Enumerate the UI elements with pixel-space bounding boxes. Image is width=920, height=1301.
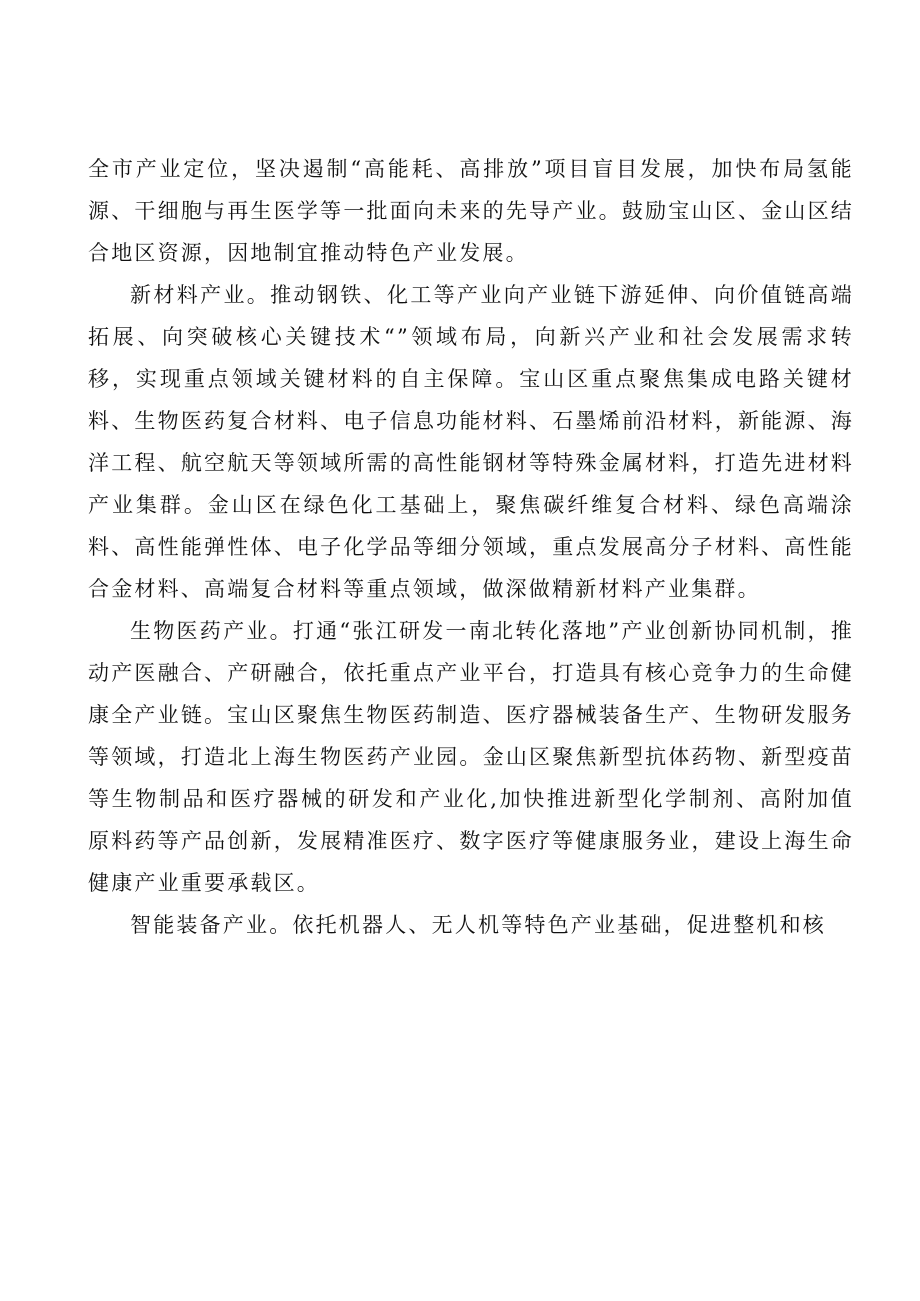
paragraph-smart-equipment: 智能装备产业。依托机器人、无人机等特色产业基础，促进整机和核: [130, 913, 826, 937]
paragraph-continuation: 全市产业定位，坚决遏制“高能耗、高排放”项目盲目发展，加快布局氢能源、干细胞与再生医学等一批面向未来的先导产业。鼓励宝山区、金山区结合地区资源，因地制宜推动特色产业发展。: [88, 157, 854, 265]
document-body: [88, 148, 854, 946]
paragraph-new-materials: 新材料产业。推动钢铁、化工等产业向产业链下游延伸、向价值链高端拓展、向突破核心关键技术“”领域布局，向新兴产业和社会发展需求转移，实现重点领域关键材料的自主保障。宝山区重点聚焦集成电路关键材料、生物医药复合材料、电子信息功能材料、石墨烯前沿材料，新能源、海洋工程、航空航天等领域所需的高性能钢材等特殊金属材料，打造先进材料产业集群。金山区在绿色化工基础上，聚焦碳纤维复合材料、绿色高端涂料、高性能弹性体、电子化学品等细分领域，重点发展高分子材料、高性能合金材料、高端复合材料等重点领域，做深做精新材料产业集群。: [88, 283, 854, 601]
paragraph-biomedicine: 生物医药产业。打通“张江研发一南北转化落地”产业创新协同机制，推动产医融合、产研融合，依托重点产业平台，打造具有核心竞争力的生命健康全产业链。宝山区聚焦生物医药制造、医疗器械装备生产、生物研发服务等领域，打造北上海生物医药产业园。金山区聚焦新型抗体药物、新型疫苗等生物制品和医疗器械的研发和产业化,加快推进新型化学制剂、高附加值原料药等产品创新，发展精准医疗、数字医疗等健康服务业，建设上海生命健康产业重要承载区。: [88, 619, 854, 895]
